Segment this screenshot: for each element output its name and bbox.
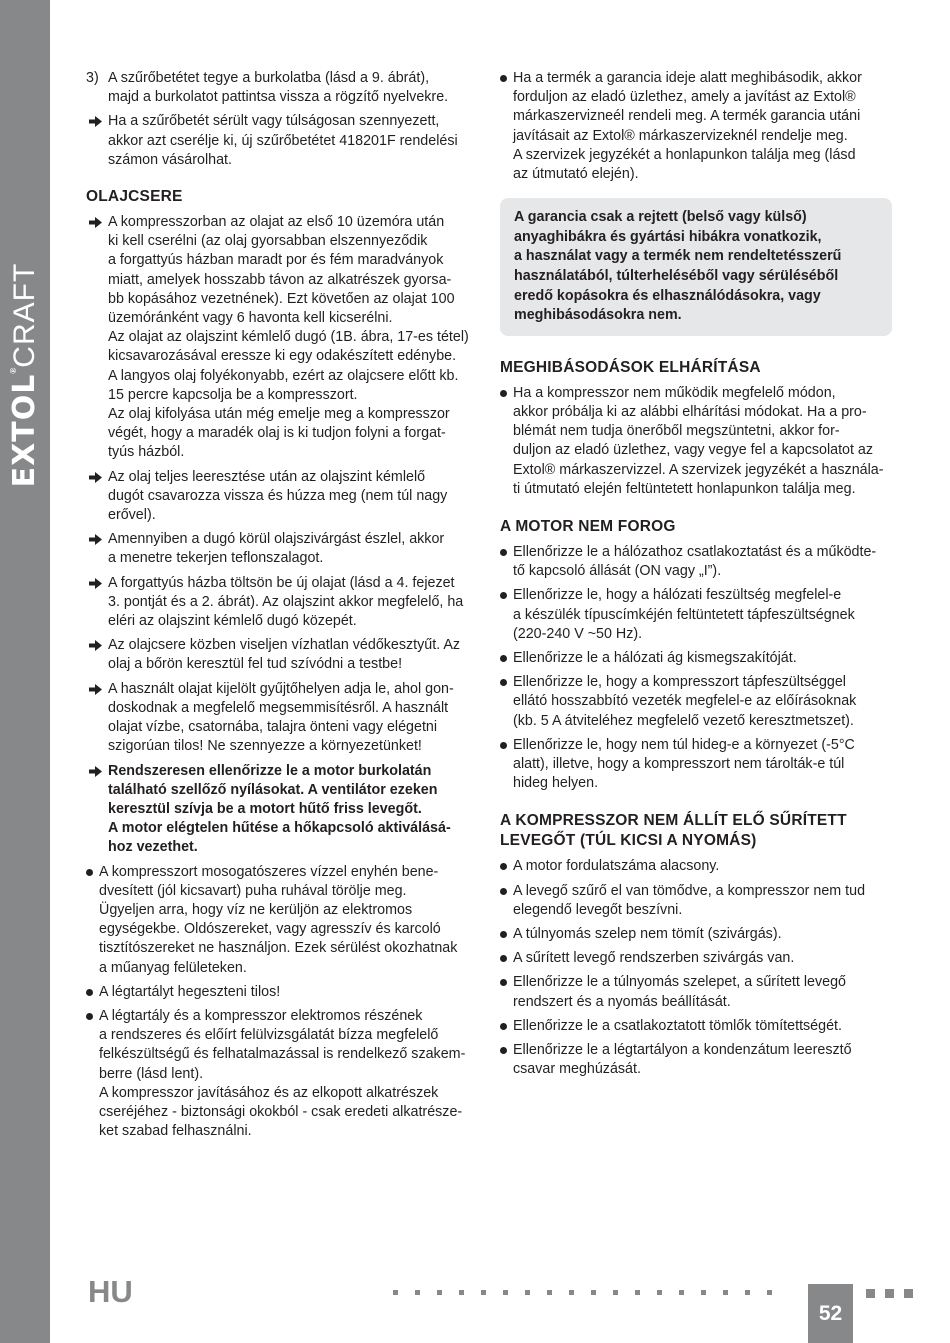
section-heading-oil-change: OLAJCSERE [86, 188, 183, 206]
text-line: a menetre tekerjen teflonszalagot. [108, 550, 324, 567]
text-line: hoz vezethet. [108, 839, 198, 856]
text-line: majd a burkolatot pattintsa vissza a rögzítő nyelvekre. [108, 89, 449, 106]
text-line: erővel). [108, 507, 156, 524]
text-line: dugót csavarozza vissza és húzza meg (nem túl nagy [108, 487, 448, 504]
footer-dot-divider [393, 1290, 772, 1295]
left-column [86, 69, 480, 1146]
text-line: Amennyiben a dugó körül olajszivárgást észlel, akkor [108, 531, 445, 548]
text-line: Ellenőrizze le a hálózathoz csatlakoztatást és a működte- [513, 544, 877, 560]
bullet-dot-icon [500, 549, 507, 556]
oil-step-1 [86, 213, 480, 463]
text-line: Ellenőrizze le, hogy a hálózati feszültség megfelel-e [513, 587, 842, 604]
text-line: szigorúan tilos! Ne szennyezze a környezetünket! [108, 738, 422, 755]
filter-note [86, 112, 480, 170]
text-line: akkor próbálja ki az alábbi elhárítási módokat. Ha a pro- [513, 403, 867, 420]
warranty-bullet [500, 69, 892, 184]
text-line: Rendszeresen ellenőrizze le a motor burkolatán [108, 762, 432, 779]
text-line: eredő kopásokra és elhasználódásokra, vagy [514, 287, 821, 304]
bullet-dot-icon [500, 1047, 507, 1054]
text-line: A használt olajat kijelölt gyűjtőhelyen adja le, ahol gon- [108, 680, 454, 697]
text-line: egységekbe. Oldószereket, vagy agresszív és karcoló [99, 921, 441, 938]
right-column [500, 69, 892, 1084]
air-bullet [500, 1017, 892, 1036]
text-line: A légtartály és a kompresszor elektromos részének [99, 1007, 423, 1024]
text-line: eléri az olajszint kémlelő dugó közepét. [108, 613, 357, 630]
text-line: 3. pontját és a 2. ábrát). Az olajszint akkor megfelelő, ha [108, 593, 464, 610]
bullet-dot-icon [500, 655, 507, 662]
section-heading-troubleshooting: MEGHIBÁSODÁSOK ELHÁRÍTÁSA [500, 358, 761, 376]
bullet-dot-icon [500, 742, 507, 749]
text-line: a használat vagy a termék nem rendeltetésszerű [514, 248, 842, 265]
oil-step-6 [86, 680, 480, 757]
text-line: A garancia csak a rejtett (belső vagy külső) [514, 209, 807, 226]
oil-step-2 [86, 468, 480, 526]
text-line: a műanyag felületeken. [99, 959, 247, 976]
brand-name-bold: EXTOL [7, 373, 42, 488]
step-number: 3) [86, 70, 99, 86]
text-line: forduljon az eladó üzlethez, amely a javítást az Extol® [513, 89, 856, 106]
text-line: keresztül szívja be a motort hűtő friss levegőt. [108, 800, 422, 817]
air-bullet [500, 857, 892, 876]
text-line: akkor azt cserélje ki, új szűrőbetétet 418201F rendelési [108, 132, 458, 149]
text-line: A levegő szűrő el van tömődve, a kompresszor nem tud [513, 882, 866, 899]
text-line: A sűrített levegő rendszerben szivárgás van. [513, 950, 795, 967]
text-line: Ha a szűrőbetét sérült vagy túlságosan szennyezett, [108, 113, 440, 130]
text-line: Ellenőrizze le a túlnyomás szelepet, a sűrített levegő [513, 974, 846, 991]
motor-bullet [500, 649, 892, 668]
motor-bullet [500, 673, 892, 731]
text-line: a készülék típuscímkéjén feltüntetett tápfeszültségnek [513, 606, 855, 623]
text-line: A kompresszorban az olajat az első 10 üzemóra után [108, 214, 445, 231]
heading-line: A KOMPRESSZOR NEM ÁLLÍT ELŐ SŰRÍTETT [500, 812, 847, 830]
text-line: duljon az eladó üzlethez, vagy vegye fel a kapcsolatot az [513, 442, 874, 459]
bullet-dot-icon [500, 75, 507, 82]
text-line: felkészültségű és felhatalmazással is rendelkező szakem- [99, 1046, 466, 1063]
heading-line: LEVEGŐT (TÚL KICSI A NYOMÁS) [500, 832, 757, 850]
text-line: javításait az Extol® márkaszervizeknél rendelje meg. [513, 127, 848, 144]
text-line: ellátó hosszabbító vezeték megfelel-e az előírásoknak [513, 693, 857, 710]
brand-logo [7, 262, 42, 488]
text-line: tő kapcsoló állását (ON vagy „I”). [513, 563, 722, 580]
no-welding-bullet [86, 983, 480, 1002]
arrow-right-icon [89, 217, 102, 228]
air-bullet [500, 973, 892, 1011]
language-code: HU [88, 1274, 133, 1309]
brand-registered: ® [9, 367, 18, 374]
oil-step-4 [86, 574, 480, 632]
text-line: ti útmutató elején feltüntetett honlapunkon találja meg. [513, 480, 856, 497]
text-line: az útmutató elején). [513, 166, 639, 183]
oil-step-3 [86, 530, 480, 568]
text-line: a forgattyús házban maradt por és fém maradványok [108, 252, 444, 269]
text-line: Ellenőrizze le, hogy nem túl hideg-e a környezet (-5°C [513, 736, 855, 753]
text-line: ket szabad felhasználni. [99, 1123, 252, 1140]
inspection-bullet [86, 1007, 480, 1141]
section-heading-air [500, 811, 892, 851]
text-line: 15 percre kapcsolja be a kompresszort. [108, 386, 358, 403]
text-line: számon vásárolhat. [108, 151, 232, 168]
text-line: blémát nem tudja önerőből megszüntetni, akkor for- [513, 423, 840, 440]
section-heading-motor: A MOTOR NEM FOROG [500, 518, 676, 535]
bullet-dot-icon [500, 979, 507, 986]
text-line: A langyos olaj folyékonyabb, ezért az olajcsere előtt kb. [108, 367, 459, 384]
arrow-right-icon [89, 116, 102, 127]
text-line: A kompresszor javításához és az elkopott alkatrészek [99, 1084, 439, 1101]
text-line: végét, hogy a maradék olaj is ki tudjon folyni a forgat- [108, 425, 446, 442]
text-line: üzemóránként vagy 6 havonta kell kicserélni. [108, 310, 393, 327]
air-bullet [500, 882, 892, 920]
text-line: Az olaj kifolyása után még emelje meg a kompresszor [108, 406, 450, 423]
text-line: doskodnak a megfelelő megsemmisítésről. A használt [108, 699, 449, 716]
text-line: A légtartályt hegeszteni tilos! [99, 983, 281, 1000]
arrow-right-icon [89, 534, 102, 545]
text-line: ki kell cserélni (az olaj gyorsabban elszennyeződik [108, 233, 428, 250]
air-bullet [500, 1041, 892, 1079]
text-line: Ellenőrizze le, hogy a kompresszort tápfeszültséggel [513, 674, 846, 691]
motor-bullet [500, 586, 892, 644]
air-bullet [500, 925, 892, 944]
text-line: csavar meghúzását. [513, 1061, 641, 1078]
text-line: miatt, amelyek hosszabb távon az alkatrészek gyorsa- [108, 271, 452, 288]
arrow-right-icon [89, 472, 102, 483]
cleaning-bullet [86, 863, 480, 978]
bullet-dot-icon [500, 863, 507, 870]
arrow-right-icon [89, 684, 102, 695]
text-line: olajat vízbe, csatornába, talajra önteni vagy elégetni [108, 719, 438, 736]
air-bullet [500, 949, 892, 968]
text-line: használatából, túlterheléséből vagy sérüléséből [514, 268, 839, 284]
text-line: tisztítószereket ne használjon. Ezek sérülést okozhatnak [99, 940, 458, 957]
text-line: bb kopásához vezetnének). Ezt követően az olajat 100 [108, 290, 455, 307]
text-line: dvesített (jól kicsavart) puha ruhával törölje meg. [99, 882, 407, 899]
text-line: található szellőző nyílásokat. A ventilátor ezeken [108, 781, 438, 798]
brand-name-light: CRAFT [8, 262, 41, 368]
text-line: Extol® márkaszervizzel. A szervizek jegyzékét a használa- [513, 461, 884, 478]
text-line: alatt), illetve, hogy a kompresszort nem tárolták-e túl [513, 756, 845, 773]
text-line: tyús házból. [108, 444, 185, 461]
motor-bullet [500, 543, 892, 581]
text-line: (220-240 V ~50 Hz). [513, 625, 643, 642]
text-line: anyaghibákra és gyártási hibákra vonatkozik, [514, 228, 822, 245]
bullet-dot-icon [500, 592, 507, 599]
text-line: A forgattyús házba töltsön be új olajat (lásd a 4. fejezet [108, 574, 455, 591]
brand-sidebar [0, 0, 50, 1343]
text-line: rendszert és a nyomás beállítását. [513, 993, 731, 1010]
bullet-dot-icon [500, 955, 507, 962]
arrow-right-icon [89, 578, 102, 589]
text-line: márkaszervizneél rendeli meg. A termék garancia utáni [513, 108, 861, 125]
step-3 [86, 69, 480, 107]
text-line: (kb. 5 A átviteléhez megfelelő vezető keresztmetszet). [513, 712, 854, 729]
text-line: berre (lásd lent). [99, 1065, 204, 1082]
warranty-notice-box [500, 198, 892, 336]
bullet-dot-icon [500, 931, 507, 938]
arrow-right-icon [89, 766, 102, 777]
bullet-dot-icon [500, 1023, 507, 1030]
page-number: 52 [808, 1284, 853, 1343]
text-line: a rendszeres és előírt felülvizsgálatát bízza megfelelő [99, 1027, 439, 1044]
text-line: Ügyeljen arra, hogy víz ne kerüljön az elektromos [99, 901, 413, 918]
text-line: Az olajat az olajszint kémlelő dugó (1B. ábra, 17-es tétel) [108, 329, 469, 346]
text-line: A kompresszort mosogatószeres vízzel enyhén bene- [99, 863, 439, 880]
motor-bullet [500, 736, 892, 794]
text-line: A szervizek jegyzékét a honlapunkon találja meg (lásd [513, 146, 856, 163]
text-line: Az olajcsere közben viseljen vízhatlan védőkesztyűt. Az [108, 637, 461, 654]
text-line: Ellenőrizze le a csatlakoztatott tömlők tömítettségét. [513, 1017, 842, 1034]
footer-square-divider [866, 1289, 913, 1298]
text-line: Ellenőrizze le a hálózati ág kismegszakítóját. [513, 650, 797, 667]
text-line: cseréjéhez - biztonsági okokból - csak eredeti alkatrésze- [99, 1103, 463, 1120]
text-line: olaj a bőrön keresztül fel tud szívódni a testbe! [108, 656, 403, 673]
bullet-dot-icon [500, 390, 507, 397]
arrow-right-icon [89, 640, 102, 651]
oil-step-5 [86, 636, 480, 674]
text-line: Ellenőrizze le a légtartályon a kondenzátum leeresztő [513, 1042, 852, 1059]
text-line: meghibásodásokra nem. [514, 307, 682, 324]
text-line: hideg helyen. [513, 775, 599, 792]
troubleshooting-bullet [500, 384, 892, 499]
text-line: kicsavarozásával eressze ki egy odakészített edénybe. [108, 348, 457, 365]
text-line: Ha a kompresszor nem működik megfelelő módon, [513, 384, 836, 401]
text-line: elegendő levegőt beszívni. [513, 901, 683, 918]
bullet-dot-icon [86, 1013, 93, 1020]
text-line: A túlnyomás szelep nem tömít (szivárgás). [513, 926, 782, 943]
bullet-dot-icon [86, 869, 93, 876]
bullet-dot-icon [500, 888, 507, 895]
text-line: A motor fordulatszáma alacsony. [513, 858, 720, 875]
bullet-dot-icon [86, 989, 93, 996]
text-line: A szűrőbetétet tegye a burkolatba (lásd a 9. ábrát), [108, 70, 430, 86]
text-line: Az olaj teljes leeresztése után az olajszint kémlelő [108, 468, 426, 485]
text-line: Ha a termék a garancia ideje alatt meghibásodik, akkor [513, 70, 862, 86]
bullet-dot-icon [500, 679, 507, 686]
ventilation-warning [86, 762, 480, 858]
text-line: A motor elégtelen hűtése a hőkapcsoló aktiválásá- [108, 820, 451, 837]
